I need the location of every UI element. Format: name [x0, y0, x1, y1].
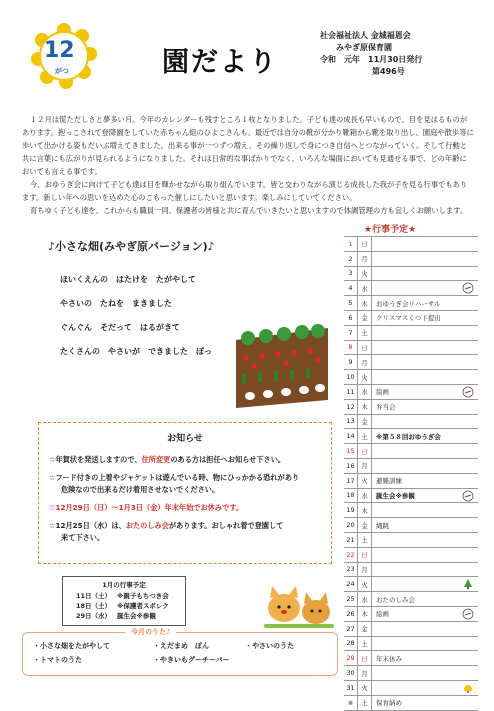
schedule-row: [344, 459, 478, 474]
schedule-day: 4: [348, 284, 353, 293]
schedule-event: 年末休み: [371, 651, 478, 665]
vegetable-garden-icon: [232, 320, 332, 410]
schedule-day: ※: [347, 698, 354, 707]
schedule-weekday: 金: [357, 622, 371, 636]
schedule-day: 21: [346, 535, 355, 544]
schedule-day: 2: [348, 254, 353, 263]
issue-date: 令和 元年 11月30日発行: [320, 55, 423, 64]
schedule-row: [344, 429, 478, 444]
schedule-day: 7: [348, 328, 353, 337]
intro-paragraph: １２月は慌ただしさと夢多い月。今年のカレンダーも残すところ１枚となりました。子ども達の成長も早いもので、目を見はるものがあります。抱っこされて登降園をしていた赤ちゃん組のひよこさんも、最近では自分の靴が分かり靴箱から靴を取り出し、園庭や散歩等に歩いて出かける姿もだいぶ増えてきました。出来る事が一つずつ増え、その繰り返しで身につき自信へとつながっていく。そして行動と共に言葉にも広がりが見られるようになりました。それは日常的な事ばかりでなく、いろんな場面においても見通せる事で、どの年齢においても言える事です。: [22, 115, 474, 176]
schedule-event: [371, 666, 478, 680]
song-lyrics: [60, 268, 212, 364]
notice-text: ☆フード付きの上着やジャケットは遊んでいる時、物にひっかかる恐れがあり: [49, 473, 300, 482]
schedule-day: 11: [346, 387, 355, 396]
schedule-day: 24: [346, 580, 355, 589]
schedule-day: 26: [346, 609, 355, 618]
january-date: 29日（水）: [75, 612, 111, 620]
tree-icon: [461, 578, 475, 590]
schedule-row: [344, 267, 478, 282]
schedule-event: [371, 237, 478, 251]
schedule-row: [344, 370, 478, 385]
schedule-row: [344, 681, 478, 696]
schedule-day: 15: [346, 447, 355, 456]
schedule-day: 14: [346, 432, 355, 441]
intro-paragraph: 育ちゆく子ども達を、これからも職員一同、保護者の皆様と共に育んでいきたいと思いますので体調管理の方も宜しくお願いします。: [30, 206, 468, 215]
skate-icon: [461, 490, 475, 502]
notice-item: [49, 472, 321, 496]
schedule-event: [371, 444, 478, 458]
schedule-weekday: 水: [357, 592, 371, 606]
schedule-event: [371, 370, 478, 384]
schedule-weekday: 土: [357, 696, 371, 710]
schedule-row: [344, 385, 478, 400]
schedule-day: 6: [348, 313, 353, 322]
issue-number: 第496号: [372, 67, 405, 76]
schedule-day: 12: [346, 402, 355, 411]
song-title: ♪小さな畑(みやぎ原バージョン)♪: [48, 240, 215, 253]
schedule-weekday: 火: [357, 681, 371, 695]
lyric-line: ほいくえんの はたけを たがやして: [60, 275, 196, 284]
lyric-line: やさいの たねを まきました: [60, 299, 172, 308]
schedule-weekday: 水: [357, 385, 371, 399]
schedule-event: おたのしみ会: [371, 592, 478, 606]
january-event: ※親子もちつき会: [117, 592, 169, 600]
schedule-event: [371, 533, 478, 547]
schedule-weekday: 土: [357, 429, 371, 443]
january-title: 1月の行事予定: [102, 581, 146, 589]
monthly-songs-box: [22, 628, 338, 676]
schedule-weekday: 日: [357, 651, 371, 665]
schedule-day: 27: [346, 624, 355, 633]
schedule-row: [344, 548, 478, 563]
schedule-day: 22: [346, 550, 355, 559]
schedule-day: 20: [346, 521, 355, 530]
schedule-event: [371, 622, 478, 636]
schedule-row: [344, 577, 478, 592]
monthly-songs-title: 今月のうた♪: [125, 627, 176, 637]
song-item: ・やさいのうた: [245, 642, 294, 650]
cats-illustration-icon: [258, 578, 338, 632]
schedule-weekday: 金: [357, 415, 371, 429]
schedule-weekday: 火: [357, 474, 371, 488]
schedule-event: [371, 267, 478, 281]
schedule-event: ※第５８回おゆうぎ会: [371, 429, 478, 443]
schedule-weekday: 水: [357, 281, 371, 295]
schedule-event: [371, 563, 478, 577]
skate-icon: [461, 282, 475, 294]
january-date: 18日（土）: [75, 602, 111, 610]
schedule-row: [344, 489, 478, 504]
schedule-row: [344, 444, 478, 459]
schedule-row: [344, 563, 478, 578]
schedule-row: [344, 651, 478, 666]
intro-text: [22, 113, 474, 217]
notice-item: [49, 454, 321, 466]
notice-text: ☆12月25日（水）は、: [49, 521, 126, 530]
schedule-row: [344, 607, 478, 622]
schedule-event: 絵画: [371, 385, 478, 399]
schedule-row: [344, 237, 478, 252]
schedule-event: [371, 548, 478, 562]
notice-text: 危険なので出来るだけ着用させないでください。: [61, 485, 220, 494]
schedule-day: 19: [346, 506, 355, 515]
schedule-event: [371, 341, 478, 355]
january-row: [69, 601, 179, 611]
monthly-songs-list: [33, 641, 333, 665]
schedule-day: 16: [346, 461, 355, 470]
lyric-line: たくさんの やさいが できました ぽっ: [60, 347, 212, 356]
schedule-weekday: 日: [357, 341, 371, 355]
schedule-row: [344, 622, 478, 637]
schedule-weekday: 水: [357, 489, 371, 503]
schedule-row: [344, 533, 478, 548]
schedule-day: 10: [346, 373, 355, 382]
schedule-event: 誕生会※参観: [371, 489, 478, 503]
schedule-row: [344, 341, 478, 356]
schedule-day: 3: [348, 269, 353, 278]
month-suffix: がつ: [55, 67, 69, 75]
schedule-weekday: 木: [357, 296, 371, 310]
schedule-day: 13: [346, 417, 355, 426]
page-title: 園だより: [162, 47, 278, 78]
january-event: ※保護者スポレク: [117, 602, 169, 610]
schedule-row: [344, 252, 478, 267]
schedule-weekday: 日: [357, 548, 371, 562]
schedule-weekday: 月: [357, 355, 371, 369]
schedule-row: [344, 415, 478, 430]
schedule-day: 18: [346, 491, 355, 500]
schedule-weekday: 木: [357, 607, 371, 621]
schedule-weekday: 土: [357, 326, 371, 340]
schedule-weekday: 月: [357, 563, 371, 577]
notice-text: があります。おしゃれ着で登園して: [168, 521, 284, 530]
schedule-day: 30: [346, 669, 355, 677]
schedule-row: [344, 311, 478, 326]
schedule-row: [344, 696, 478, 711]
schedule-weekday: 土: [357, 533, 371, 547]
schedule-day: 31: [346, 683, 355, 692]
schedule-event: 絵画: [371, 607, 478, 621]
schedule-weekday: 土: [357, 637, 371, 651]
month-number: 12: [44, 38, 75, 63]
schedule-weekday: 金: [357, 518, 371, 532]
schedule-row: [344, 637, 478, 652]
skate-icon: [461, 608, 475, 620]
schedule-weekday: 金: [357, 311, 371, 325]
schedule-row: [344, 355, 478, 370]
notice-item: ☆12月29日（日）～1月3日（金）年末年始でお休みです。: [49, 503, 244, 512]
schedule-weekday: 火: [357, 267, 371, 281]
notice-highlight: 住所変更: [141, 455, 171, 464]
schedule-row: [344, 592, 478, 607]
schedule-row: [344, 400, 478, 415]
schedule-weekday: 日: [357, 444, 371, 458]
schedule-day: 8: [348, 343, 353, 352]
schedule-weekday: 木: [357, 400, 371, 414]
schedule-weekday: 火: [357, 577, 371, 591]
schedule-event: [371, 503, 478, 517]
schedule-event: [371, 459, 478, 473]
schedule-row: [344, 281, 478, 296]
schedule-row: [344, 474, 478, 489]
song-item: [245, 655, 333, 665]
schedule-row: [344, 326, 478, 341]
notice-text: ☆年賀状を発送しますので、: [49, 455, 142, 464]
schedule-table: [344, 236, 478, 711]
lyric-line: ぐんぐん そだって はるがきて: [60, 323, 180, 332]
schedule-event: [371, 355, 478, 369]
schedule-day: 5: [348, 299, 353, 308]
schedule-event: [371, 252, 478, 266]
schedule-day: 23: [346, 565, 355, 574]
schedule-event: 保育納め: [371, 696, 478, 710]
org-info: [320, 30, 422, 78]
skate-icon: [461, 386, 475, 398]
schedule-day: 25: [346, 595, 355, 604]
schedule-event: 弁当会: [371, 400, 478, 414]
schedule-row: [344, 296, 478, 311]
schedule-weekday: 月: [357, 666, 371, 680]
schedule-event: 避難訓練: [371, 474, 478, 488]
notice-highlight: おたのしみ会: [125, 521, 169, 530]
schedule-day: 17: [346, 476, 355, 485]
schedule-row: [344, 518, 478, 533]
schedule-weekday: 月: [357, 252, 371, 266]
schedule-day: 29: [346, 654, 355, 663]
schedule-event: クリスマスくつ下提出: [371, 311, 478, 325]
song-item: ・えだまめ ぽん: [153, 642, 209, 650]
schedule-weekday: 火: [357, 370, 371, 384]
schedule-day: 9: [348, 358, 353, 367]
january-row: [69, 611, 179, 621]
notice-item: [49, 520, 321, 544]
song-item: ・やきいもグーチーパー: [153, 656, 230, 664]
notice-text: のある方は担任へお知らせ下さい。: [170, 455, 286, 464]
january-row: [69, 591, 179, 601]
notice-text: 来て下さい。: [61, 533, 105, 542]
schedule-event: [371, 326, 478, 340]
schedule-event: [371, 637, 478, 651]
school-name: みやぎ原保育園: [336, 43, 392, 52]
schedule-row: [344, 666, 478, 681]
schedule-event: [371, 415, 478, 429]
song-item: ・小さな畑をたがやして: [33, 642, 110, 650]
schedule-day: 1: [348, 239, 353, 248]
january-date: 11日（土）: [75, 592, 111, 600]
january-event: 誕生会※参観: [117, 612, 156, 620]
schedule-title: ★行事予定★: [364, 225, 417, 235]
intro-paragraph: 今、おゆうぎ会に向けて子ども達は目を輝かせながら取り組んでいます。皆と交わりながら演じる成長した我が子を見る行事でもあります。新しい年への思いを込めた心のこもった催しにしたいと思います。楽しみにしていてください。: [22, 180, 468, 202]
january-schedule-box: [62, 576, 186, 626]
schedule-weekday: 日: [357, 237, 371, 251]
schedule-event: おゆうぎ会リハーサル: [371, 296, 478, 310]
schedule-row: [344, 503, 478, 518]
song-item: ・トマトのうた: [33, 656, 82, 664]
notice-box: [38, 422, 332, 564]
schedule-weekday: 木: [357, 503, 371, 517]
notice-title: お知らせ: [167, 434, 203, 444]
schedule-event: 縄跳: [371, 518, 478, 532]
schedule-weekday: 月: [357, 459, 371, 473]
org-name: 社会福祉法人 金城福恩会: [320, 31, 411, 40]
bell-icon: [461, 682, 475, 694]
schedule-day: 28: [346, 639, 355, 648]
